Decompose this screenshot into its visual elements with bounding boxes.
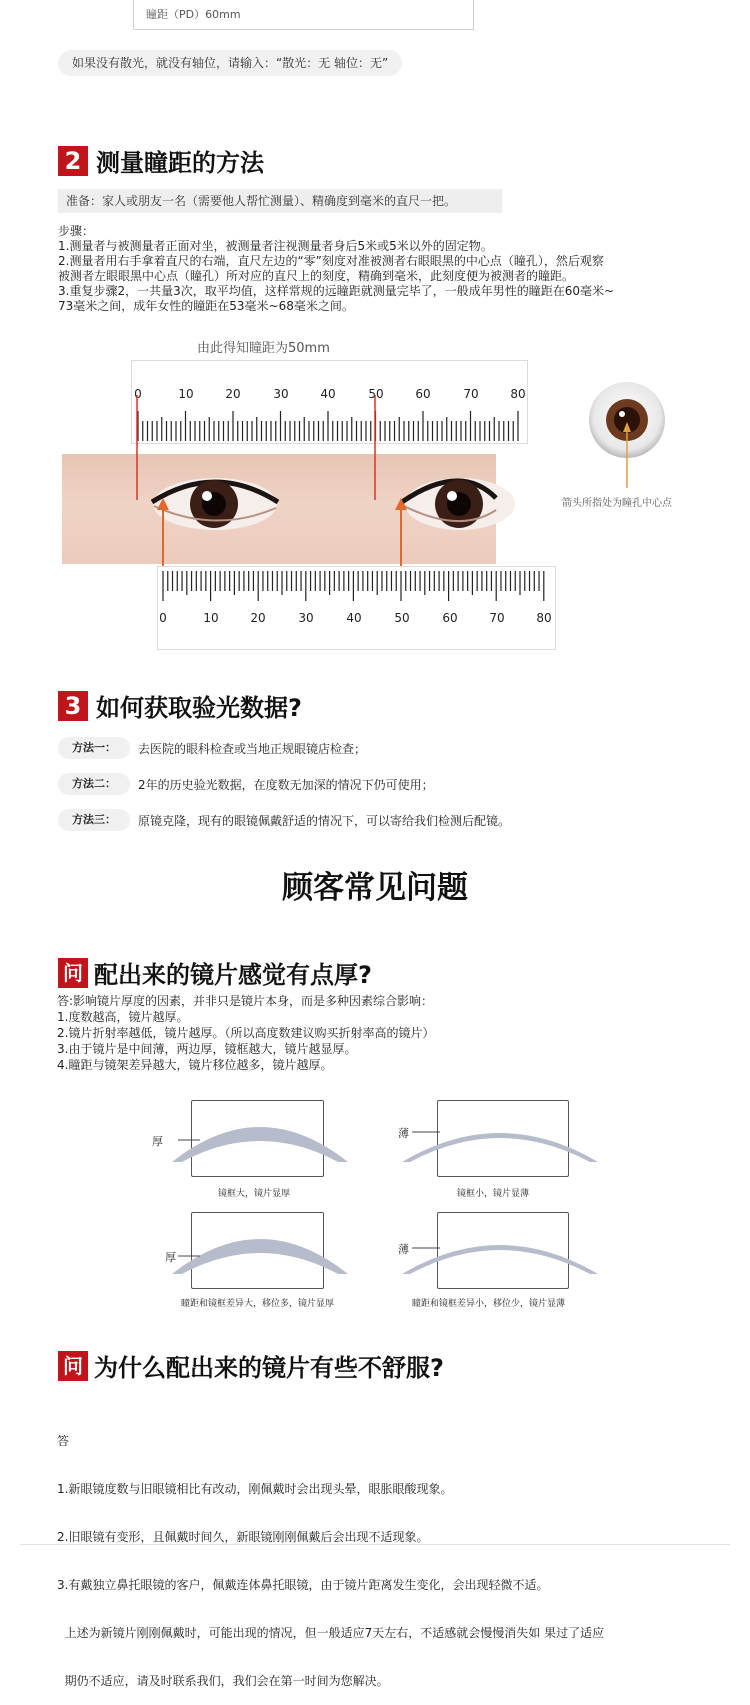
lens-side-label: 薄	[398, 1127, 409, 1140]
lens-caption: 镜框小，镜片显薄	[457, 1189, 530, 1199]
ruler-label: 30	[273, 387, 289, 401]
q2-badge: 问	[58, 1351, 88, 1381]
diagram-caption: 由此得知瞳距为50mm	[197, 341, 330, 356]
section-2-badge: 2	[58, 146, 88, 176]
method-text: 去医院的眼科检查或当地正规眼镜店检查；	[138, 742, 367, 756]
astigmatism-note: 如果没有散光，就没有轴位，请输入：“散光：无 轴位：无”	[58, 50, 402, 76]
method-text: 原镜克隆，现有的眼镜佩戴舒适的情况下，可以寄给我们检测后配镜。	[138, 814, 511, 828]
answer-line: 上述为新镜片刚刚佩戴时，可能出现的情况，但一般适应7天左右，不适感就会慢慢消失如 果过了适应	[57, 1626, 605, 1640]
section-3-title: 如何获取验光数据?	[96, 694, 302, 722]
section-2-title: 测量瞳距的方法	[96, 149, 264, 177]
ruler-label: 70	[489, 611, 505, 625]
method-label: 方法二：	[58, 773, 130, 795]
preparation-note: 准备：家人或朋友一名（需要他人帮忙测量）、精确度到毫米的直尺一把。	[58, 189, 502, 213]
answer-line: 1.新眼镜度数与旧眼镜相比有改动，刚佩戴时会出现头晕，眼胀眼酸现象。	[57, 1482, 453, 1496]
q2-heading	[58, 1348, 444, 1383]
ruler-label: 20	[250, 611, 266, 625]
answer-line: 3.由于镜片是中间薄，两边厚，镜框越大，镜片越显厚。	[57, 1042, 357, 1056]
q1-title: 配出来的镜片感觉有点厚?	[94, 961, 372, 989]
step-line: 73毫米之间，成年女性的瞳距在53毫米~68毫米之间。	[58, 299, 354, 313]
q2-title: 为什么配出来的镜片有些不舒服?	[94, 1354, 444, 1382]
answer-line: 1.度数越高，镜片越厚。	[57, 1010, 189, 1024]
answer-line: 期仍不适应，请及时联系我们，我们会在第一时间为您解决。	[57, 1674, 389, 1688]
ruler-label: 60	[442, 611, 458, 625]
lens-side-label: 厚	[165, 1251, 176, 1264]
section-3-heading	[58, 688, 302, 723]
answer-line: 4.瞳距与镜架差异越大，镜片移位越多，镜片越厚。	[57, 1058, 333, 1072]
answer-line: 2.镜片折射率越低，镜片越厚。（所以高度数建议购买折射率高的镜片）	[57, 1026, 435, 1040]
lens-caption: 瞳距和镜框差异小，移位少，镜片显薄	[412, 1299, 566, 1309]
ruler-label: 0	[134, 387, 142, 401]
method-label: 方法一：	[58, 737, 130, 759]
ruler-label: 10	[203, 611, 219, 625]
measurement-guides	[0, 0, 750, 660]
ruler-label: 10	[178, 387, 194, 401]
lens-caption: 镜框大，镜片显厚	[218, 1189, 291, 1199]
q1-heading	[58, 955, 372, 990]
step-line: 被测者左眼眼黑中心点（瞳孔）所对应的直尺上的刻度，精确到毫米，此刻度便为被测者的瞳距。	[58, 269, 575, 283]
ruler-label: 30	[298, 611, 314, 625]
lens-arc-thin-offset	[398, 1222, 602, 1282]
ruler-label: 40	[346, 611, 362, 625]
steps-label: 步骤：	[58, 224, 95, 238]
answer-line: 2.旧眼镜有变形，且佩戴时间久，新眼镜刚刚佩戴后会出现不适现象。	[57, 1530, 429, 1544]
pd-field-text: 瞳距（PD）60mm	[146, 8, 241, 21]
lens-side-label: 厚	[152, 1135, 163, 1148]
step-line: 2.测量者用右手拿着直尺的右端，直尺左边的“零”刻度对准被测者右眼眼黑的中心点（瞳孔），然后观察	[58, 254, 604, 268]
faq-title: 顾客常见问题	[282, 870, 468, 906]
q1-badge: 问	[58, 958, 88, 988]
lens-arc-thick	[160, 1110, 360, 1170]
method-text: 2年的历史验光数据，在度数无加深的情况下仍可使用；	[138, 778, 434, 792]
pupil-illustration	[585, 380, 671, 490]
answer-line: 答	[57, 1434, 70, 1448]
q2-answer	[57, 1401, 604, 1705]
answer-line: 答:影响镜片厚度的因素，并非只是镜片本身，而是多种因素综合影响：	[57, 994, 434, 1008]
pupil-caption: 箭头所指处为瞳孔中心点	[562, 498, 672, 509]
ruler-label: 80	[510, 387, 526, 401]
bottom-ruler	[157, 566, 556, 650]
ruler-label: 80	[536, 611, 552, 625]
step-line: 1.测量者与被测量者正面对坐，被测量者注视测量者身后5米或5米以外的固定物。	[58, 239, 493, 253]
section-3-badge: 3	[58, 691, 88, 721]
answer-line: 3.有戴独立鼻托眼镜的客户，佩戴连体鼻托眼镜，由于镜片距离发生变化，会出现轻微不适。	[57, 1578, 549, 1592]
bottom-ruler-ticks	[158, 569, 557, 609]
ruler-label: 70	[463, 387, 479, 401]
ruler-label: 0	[159, 611, 167, 625]
ruler-label: 40	[320, 387, 336, 401]
ruler-label: 60	[415, 387, 431, 401]
lens-arc-thick-offset	[160, 1222, 360, 1282]
ruler-label: 50	[368, 387, 384, 401]
bottom-divider	[20, 1544, 730, 1545]
step-line: 3.重复步骤2，一共量3次，取平均值，这样常规的远瞳距就测量完毕了，一般成年男性的瞳距在60毫米~	[58, 284, 615, 298]
ruler-label: 20	[225, 387, 241, 401]
ruler-label: 50	[394, 611, 410, 625]
method-label: 方法三：	[58, 809, 130, 831]
lens-arc-thin	[398, 1110, 602, 1170]
q1-answer	[57, 993, 434, 1073]
lens-caption: 瞳距和镜框差异大，移位多，镜片显厚	[181, 1299, 335, 1309]
lens-side-label: 薄	[398, 1243, 409, 1256]
